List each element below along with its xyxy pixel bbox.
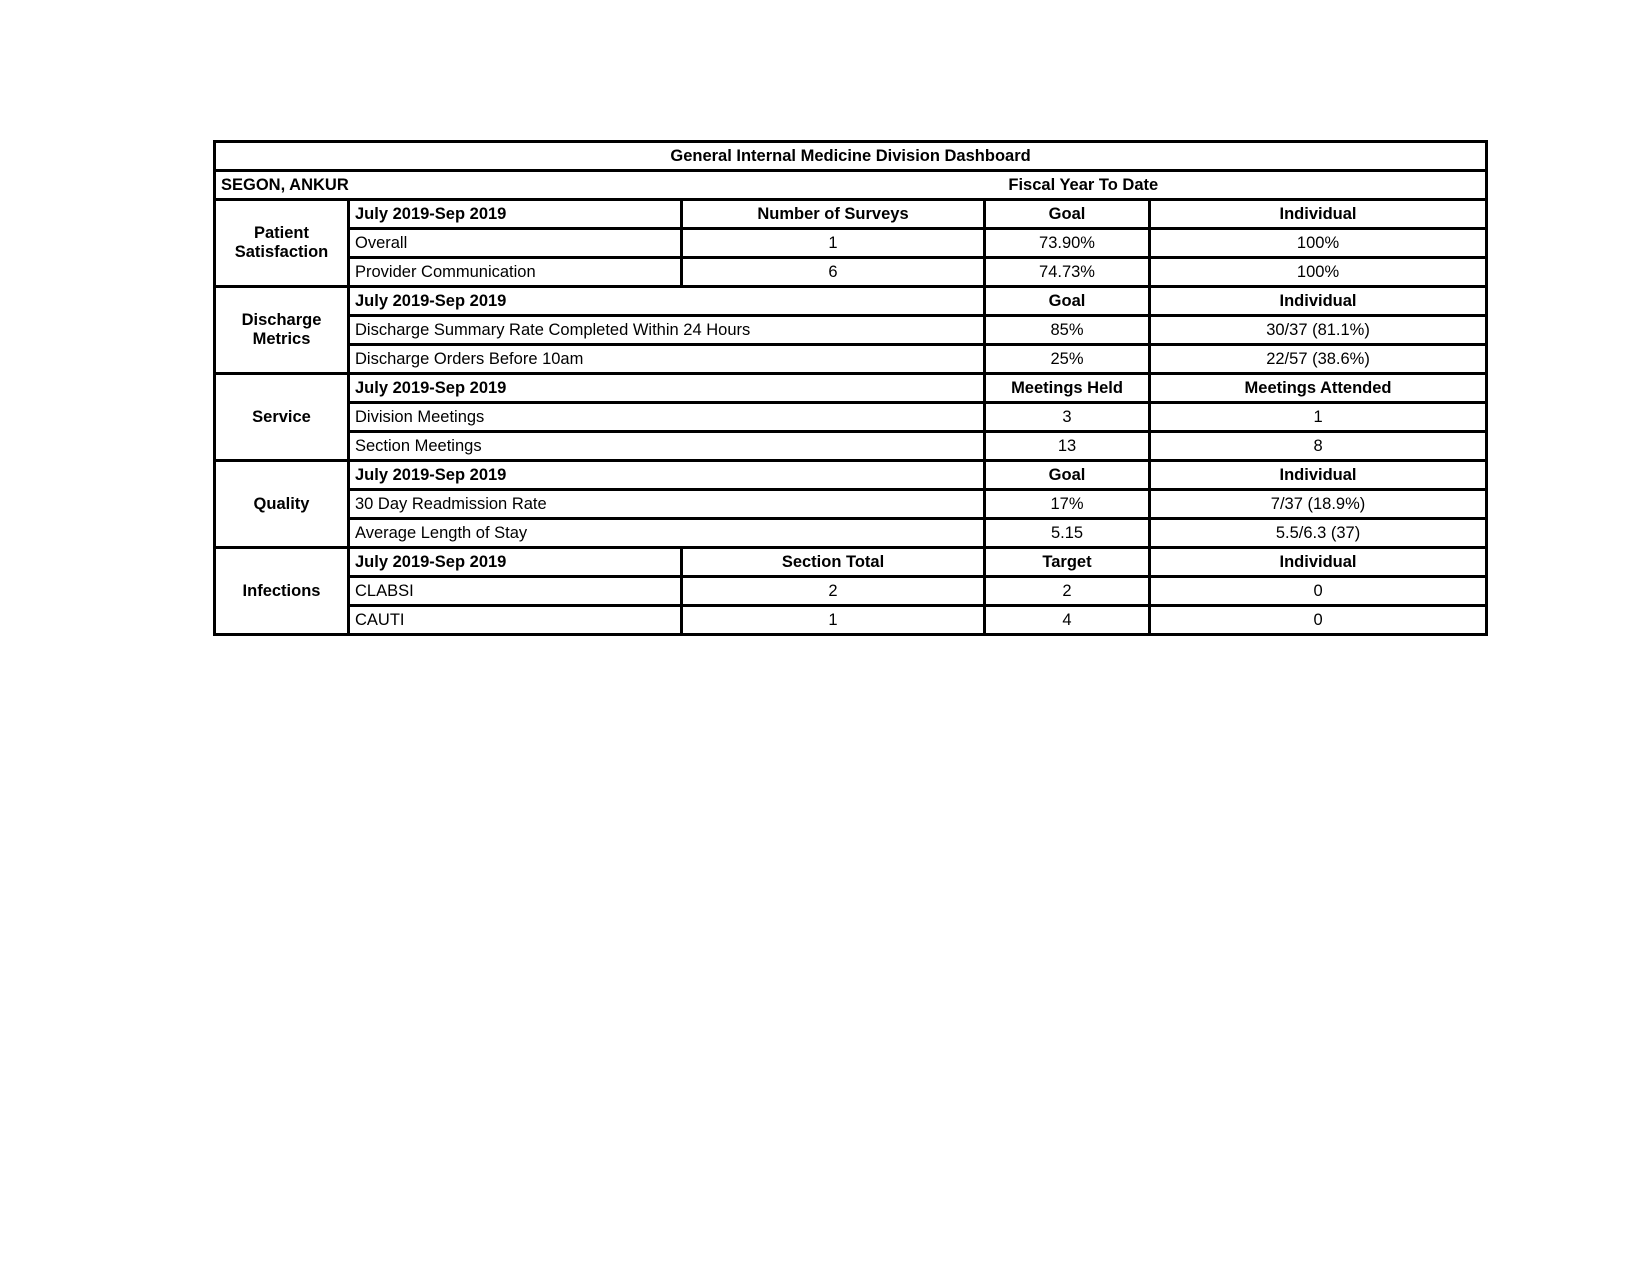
cell-value: 8 (1150, 432, 1487, 461)
table-row (215, 345, 1487, 374)
cell-value: 1 (682, 229, 985, 258)
cell-value: 5.15 (985, 519, 1150, 548)
period-header: July 2019-Sep 2019 (349, 461, 985, 490)
section-label-infections: Infections (215, 548, 349, 635)
cell-value: 100% (1150, 258, 1487, 287)
row-label: Section Meetings (349, 432, 985, 461)
table-row (215, 606, 1487, 635)
dashboard-table (213, 140, 1488, 636)
column-header-individual: Individual (1150, 461, 1487, 490)
period-header: July 2019-Sep 2019 (349, 287, 985, 316)
cell-value: 73.90% (985, 229, 1150, 258)
cell-value: 2 (682, 577, 985, 606)
row-label: CLABSI (349, 577, 682, 606)
table-row (215, 258, 1487, 287)
column-header-number-of-surveys: Number of Surveys (682, 200, 985, 229)
section-label-discharge-metrics: Discharge Metrics (215, 287, 349, 374)
section-label-service: Service (215, 374, 349, 461)
column-header-goal: Goal (985, 200, 1150, 229)
row-label: Discharge Orders Before 10am (349, 345, 985, 374)
table-row (215, 490, 1487, 519)
period-header: July 2019-Sep 2019 (349, 200, 682, 229)
table-row (215, 316, 1487, 345)
infections-header-row (215, 548, 1487, 577)
column-header-individual: Individual (1150, 287, 1487, 316)
cell-value: 7/37 (18.9%) (1150, 490, 1487, 519)
cell-value: 85% (985, 316, 1150, 345)
row-label: Overall (349, 229, 682, 258)
table-row (215, 519, 1487, 548)
period-header: July 2019-Sep 2019 (349, 374, 985, 403)
cell-value: 17% (985, 490, 1150, 519)
provider-name: SEGON, ANKUR (215, 171, 682, 200)
column-header-individual: Individual (1150, 548, 1487, 577)
fiscal-period-label: Fiscal Year To Date (682, 171, 1487, 200)
service-header-row (215, 374, 1487, 403)
column-header-target: Target (985, 548, 1150, 577)
section-label-quality: Quality (215, 461, 349, 548)
subheader-row (215, 171, 1487, 200)
section-label-patient-satisfaction: Patient Satisfaction (215, 200, 349, 287)
row-label: 30 Day Readmission Rate (349, 490, 985, 519)
table-row (215, 577, 1487, 606)
row-label: Discharge Summary Rate Completed Within 24 Hours (349, 316, 985, 345)
table-row (215, 229, 1487, 258)
column-header-goal: Goal (985, 287, 1150, 316)
column-header-individual: Individual (1150, 200, 1487, 229)
cell-value: 0 (1150, 577, 1487, 606)
quality-header-row (215, 461, 1487, 490)
cell-value: 74.73% (985, 258, 1150, 287)
row-label: CAUTI (349, 606, 682, 635)
column-header-meetings-held: Meetings Held (985, 374, 1150, 403)
column-header-goal: Goal (985, 461, 1150, 490)
cell-value: 100% (1150, 229, 1487, 258)
cell-value: 1 (1150, 403, 1487, 432)
cell-value: 4 (985, 606, 1150, 635)
period-header: July 2019-Sep 2019 (349, 548, 682, 577)
cell-value: 13 (985, 432, 1150, 461)
cell-value: 2 (985, 577, 1150, 606)
cell-value: 22/57 (38.6%) (1150, 345, 1487, 374)
patient-satisfaction-header-row (215, 200, 1487, 229)
discharge-metrics-header-row (215, 287, 1487, 316)
cell-value: 25% (985, 345, 1150, 374)
cell-value: 3 (985, 403, 1150, 432)
row-label: Division Meetings (349, 403, 985, 432)
row-label: Average Length of Stay (349, 519, 985, 548)
cell-value: 5.5/6.3 (37) (1150, 519, 1487, 548)
title-row (215, 142, 1487, 171)
cell-value: 0 (1150, 606, 1487, 635)
table-row (215, 403, 1487, 432)
row-label: Provider Communication (349, 258, 682, 287)
column-header-section-total: Section Total (682, 548, 985, 577)
cell-value: 6 (682, 258, 985, 287)
cell-value: 30/37 (81.1%) (1150, 316, 1487, 345)
column-header-meetings-attended: Meetings Attended (1150, 374, 1487, 403)
page-title: General Internal Medicine Division Dashboard (215, 142, 1487, 171)
cell-value: 1 (682, 606, 985, 635)
table-row (215, 432, 1487, 461)
